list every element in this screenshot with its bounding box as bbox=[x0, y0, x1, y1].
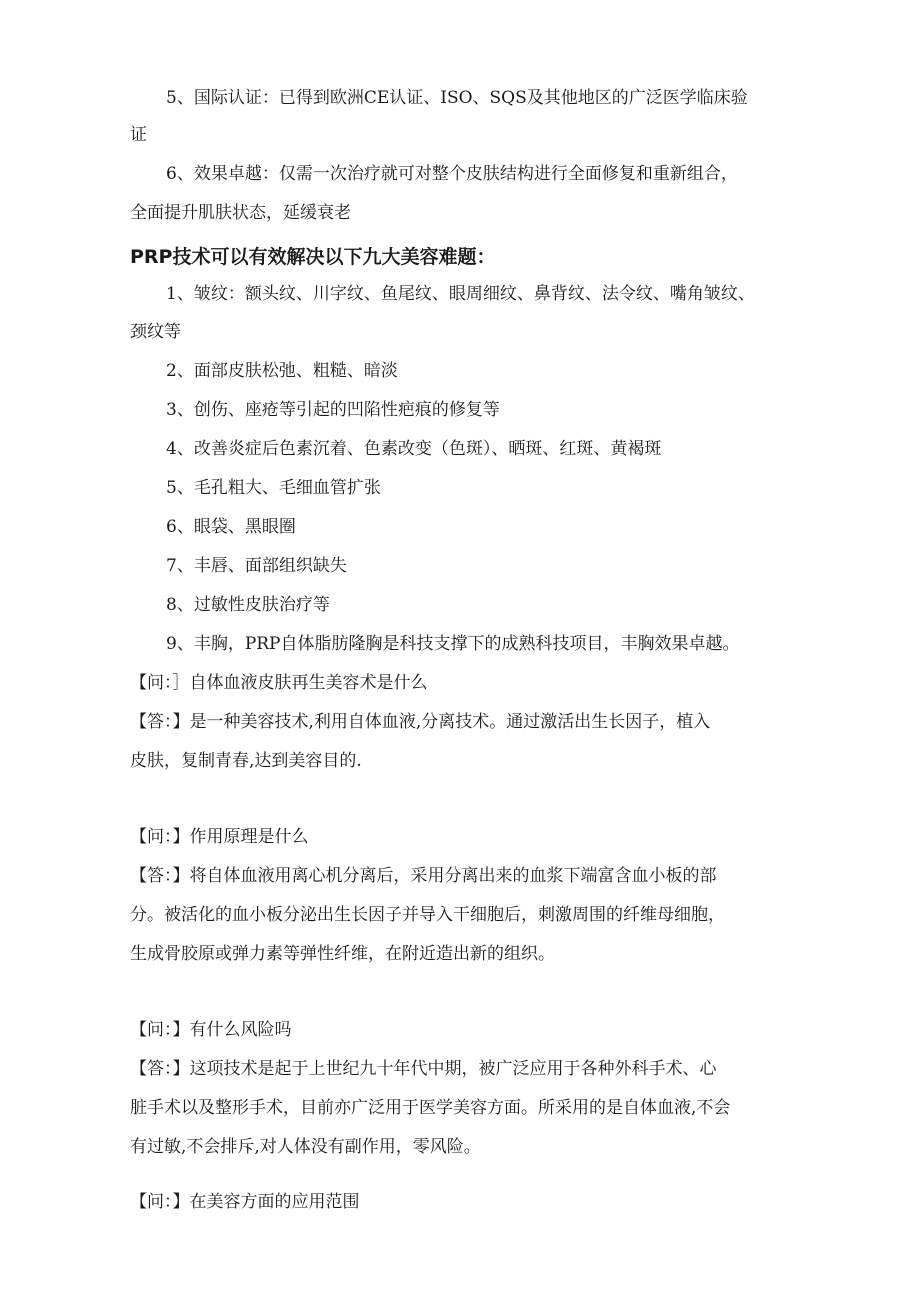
problem-item-7: 7、丰唇、面部组织缺失 bbox=[166, 556, 347, 576]
problem-item-9: 9、丰胸，PRP自体脂肪隆胸是科技支撑下的成熟科技项目，丰胸效果卓越。 bbox=[166, 634, 740, 654]
intro-item-6: 6、效果卓越：仅需一次治疗就可对整个皮肤结构进行全面修复和重新组合， bbox=[166, 164, 738, 184]
question-3: 【问：】有什么风险吗 bbox=[130, 1020, 292, 1040]
intro-item-5: 5、国际认证：已得到欧洲CE认证、ISO、SQS及其他地区的广泛医学临床验 bbox=[166, 88, 748, 108]
problem-item-1-continuation: 颈纹等 bbox=[130, 322, 181, 342]
answer-1-line-2: 皮肤，复制青春,达到美容目的. bbox=[130, 751, 362, 771]
answer-2-line-2: 分。被活化的血小板分泌出生长因子并导入干细胞后，刺激周围的纤维母细胞， bbox=[130, 905, 725, 925]
answer-2-line-3: 生成骨胶原或弹力素等弹性纤维，在附近造出新的组织。 bbox=[130, 944, 555, 964]
question-2: 【问：】作用原理是什么 bbox=[130, 827, 309, 847]
answer-3-line-2: 脏手术以及整形手术，目前亦广泛用于医学美容方面。所采用的是自体血液,不会 bbox=[130, 1098, 731, 1118]
problem-item-8: 8、过敏性皮肤治疗等 bbox=[166, 595, 330, 615]
answer-3-line-1: 【答：】这项技术是起于上世纪九十年代中期，被广泛应用于各种外科手术、心 bbox=[130, 1059, 717, 1079]
section-heading: PRP技术可以有效解决以下九大美容难题： bbox=[130, 246, 496, 268]
intro-item-5-continuation: 证 bbox=[130, 125, 147, 145]
problem-item-6: 6、眼袋、黑眼圈 bbox=[166, 517, 296, 537]
problem-item-5: 5、毛孔粗大、毛细血管扩张 bbox=[166, 478, 381, 498]
question-1: 【问：］自体血液皮肤再生美容术是什么 bbox=[130, 673, 428, 693]
problem-item-1: 1、皱纹：额头纹、川字纹、鱼尾纹、眼周细纹、鼻背纹、法令纹、嘴角皱纹、 bbox=[166, 284, 755, 304]
answer-1-line-1: 【答：】是一种美容技术,利用自体血液,分离技术。通过激活出生长因子，植入 bbox=[130, 712, 711, 732]
problem-item-2: 2、面部皮肤松弛、粗糙、暗淡 bbox=[166, 361, 398, 381]
answer-3-line-3: 有过敏,不会排斥,对人体没有副作用，零风险。 bbox=[130, 1137, 481, 1157]
problem-item-4: 4、改善炎症后色素沉着、色素改变（色斑）、晒斑、红斑、黄褐斑 bbox=[166, 439, 662, 459]
question-4: 【问：】在美容方面的应用范围 bbox=[130, 1192, 360, 1212]
answer-2-line-1: 【答：】将自体血液用离心机分离后，采用分离出来的血浆下端富含血小板的部 bbox=[130, 866, 717, 886]
problem-item-3: 3、创伤、座疮等引起的凹陷性疤痕的修复等 bbox=[166, 400, 500, 420]
intro-item-6-continuation: 全面提升肌肤状态，延缓衰老 bbox=[130, 203, 351, 223]
